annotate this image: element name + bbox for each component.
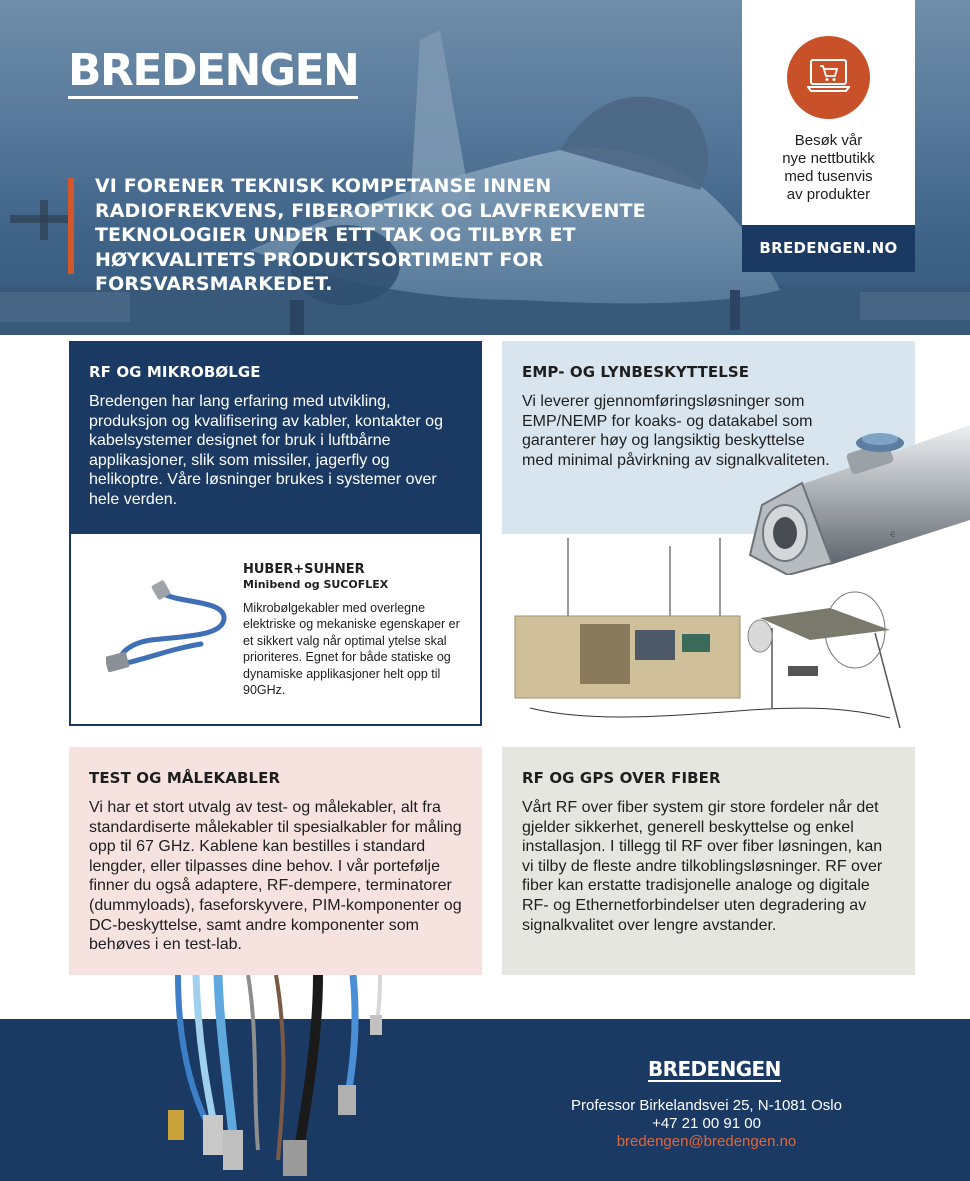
shopping-cart-laptop-icon: [787, 36, 870, 119]
webshop-text: Besøk vår nye nettbutikk med tusenvis av produkter: [782, 132, 875, 203]
section-emp-body: Vi leverer gjennomføringsløsninger som EMP/NEMP for koaks- og datakabel som garanterer høy og langsiktig beskyttelse med minimal påvirkning av signalkvaliteten.: [522, 393, 830, 469]
footer-email[interactable]: bredengen@bredengen.no: [616, 1133, 797, 1150]
microwave-cable-image: [106, 574, 241, 684]
section-emp-title: EMP- OG LYNBESKYTTELSE: [522, 363, 750, 381]
product-description: Mikrobølgekabler med overlegne elektriske og mekaniske egenskaper er et sikkert valg når optimal ytelse skal prioriteres. Egnet for både statiske og dynamiske applikasjoner helt opp til 90GHz.: [243, 601, 460, 698]
field-shelter-image: [510, 538, 910, 738]
section-test: [69, 747, 482, 975]
section-test-body: Vi har et stort utvalg av test- og målekabler, alt fra standardiserte målekabler til spesialkabler for måling opp til 67 GHz. Kablene kan bestilles i standard lengder, eller tilpasses dine behov. I vår portefølje finner du også adaptere, RF-dempere, terminatorer (dummyloads), faseforskyvere, PIM-komponenter og DC-beskyttelse, samt andre komponenter som behøves i en test-lab.: [89, 799, 462, 954]
section-gps-title: RF OG GPS OVER FIBER: [522, 769, 721, 787]
product-brand: HUBER+SUHNER: [243, 562, 365, 577]
test-cables-image: [148, 975, 398, 1181]
hero-headline: VI FORENER TEKNISK KOMPETANSE INNEN RADIOFREKVENS, FIBEROPTIKK OG LAVFREKVENTE TEKNOLOGIER UNDER ETT TAK OG TILBYR ET HØYKVALITETS PRODUKTSORTIMENT FOR FORSVARSMARKEDET.: [95, 175, 646, 295]
webshop-promo[interactable]: [742, 0, 915, 225]
section-gps-body: Vårt RF over fiber system gir store fordeler når det gjelder sikkerhet, generell beskyttelse og enkel installasjon. I tillegg til RF over fiber løsningen, kan vi tilby de fleste andre tilkoblingsløsninger. RF over fiber kan erstatte tradisjonelle analoge og digitale RF- og Ethernetforbindelser uten degradering av signalkvalitet over lengre avstander.: [522, 799, 883, 934]
svg-text:ϵ: ϵ: [890, 529, 897, 540]
product-subtitle: Minibend og SUCOFLEX: [243, 578, 389, 591]
headline-accent-bar: [68, 178, 74, 274]
section-test-title: TEST OG MÅLEKABLER: [89, 769, 281, 787]
footer-logo: BREDENGEN: [648, 1057, 781, 1081]
footer-phone[interactable]: +47 21 00 91 00: [652, 1115, 761, 1132]
section-gps: [502, 747, 915, 975]
website-link[interactable]: BREDENGEN.NO: [742, 225, 915, 272]
bredengen-logo: BREDENGEN: [68, 48, 358, 99]
footer-address: Professor Birkelandsvei 25, N-1081 Oslo: [571, 1097, 842, 1114]
section-rf-title: RF OG MIKROBØLGE: [89, 363, 261, 381]
section-rf-body: Bredengen har lang erfaring med utvikling, produksjon og kvalifisering av kabler, kontakter og kabelsystemer designet for bruk i luftbårne applikasjoner, slik som missiler, jagerfly og helikoptre. Våre løsninger brukes i systemer over hele verden.: [89, 393, 443, 508]
section-rf: [69, 341, 482, 534]
product-huber-suhner: [69, 534, 482, 726]
